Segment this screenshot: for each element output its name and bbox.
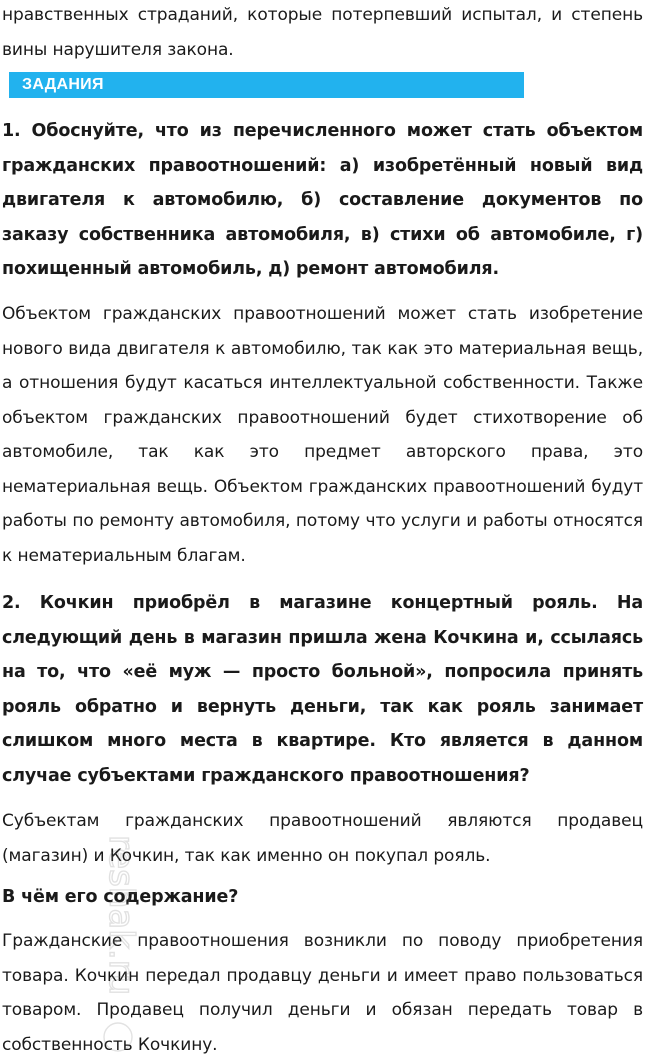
watermark-text: reshak.ru — [101, 835, 141, 996]
task-3-question: В чём его содержание? — [2, 887, 239, 907]
intro-paragraph: нравственных страданий, которые потерпевший испытал, и степень вины нарушителя закона. — [2, 5, 643, 60]
task-3-answer: Гражданские правоотношения возникли по поводу приобретения товара. Кочкин передал продавцу деньги и имеет право пользоваться товаром. Продавец получил деньги и обязан передать товар в собственность Кочкину. — [2, 931, 643, 1055]
section-banner — [9, 72, 524, 98]
section-banner-label: ЗАДАНИЯ — [22, 76, 104, 93]
task-2-question: 2. Кочкин приобрёл в магазине концертный рояль. На следующий день в магазин пришла жена Кочкина и, ссылаясь на то, что «её муж — просто больной», попросила принять рояль обратно и вернуть деньги, так как рояль занимает слишком много места в квартире. Кто является в данном случае субъектами гражданского правоотношения? — [2, 593, 643, 786]
task-2-answer: Субъектам гражданских правоотношений являются продавец (магазин) и Кочкин, так как именно он покупал рояль. — [2, 811, 643, 866]
task-1-question: 1. Обоснуйте, что из перечисленного может стать объектом гражданских правоотношений: а) изобретённый новый вид двигателя к автомобилю, б) составление документов по заказу собственника автомобиля, в) стихи об автомобиле, г) похищенный автомобиль, д) ремонт автомобиля. — [2, 121, 643, 279]
task-1-answer: Объектом гражданских правоотношений может стать изобретение нового вида двигателя к автомобилю, так как это материальная вещь, а отношения будут касаться интеллектуальной собственности. Также объектом гражданских правоотношений будет стихотворение об автомобиле, так как это предмет авторского права, это нематериальная вещь. Объектом гражданских правоотношений будут работы по ремонту автомобиля, потому что услуги и работы относятся к нематериальным благам. — [2, 304, 643, 566]
